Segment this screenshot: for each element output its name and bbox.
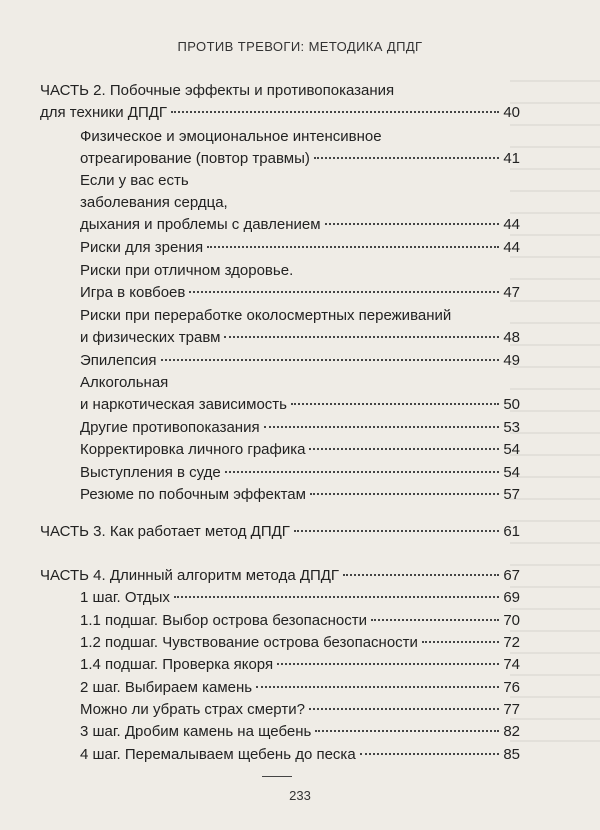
toc-entry: Выступления в суде 54 [80,464,520,481]
toc-entry: Игра в ковбоев 47 [80,284,520,301]
toc-entry: для техники ДПДГ 40 [40,104,520,121]
toc-entry: и наркотическая зависимость 50 [80,396,520,413]
toc-entry-cont: Физическое и эмоциональное интенсивное [80,128,382,145]
page-number: 233 [289,788,311,803]
toc-entry: Эпилепсия 49 [80,352,520,369]
toc-part-2-line1: ЧАСТЬ 2. Побочные эффекты и противопоказания [40,82,395,99]
toc-entry: 3 шаг. Дробим камень на щебень 82 [80,723,520,740]
toc-entry-cont: Риски при отличном здоровье. [80,262,294,279]
toc-entry: дыхания и проблемы с давлением 44 [80,216,520,233]
toc-entry-cont: заболевания сердца, [80,194,228,211]
toc-entry: 1.1 подшаг. Выбор острова безопасности 70 [80,612,520,629]
toc-part-4: ЧАСТЬ 4. Длинный алгоритм метода ДПДГ 67 [40,567,520,584]
toc-entry: 4 шаг. Перемалываем щебень до песка 85 [80,746,520,763]
toc-entry: Риски для зрения 44 [80,239,520,256]
toc-part-3: ЧАСТЬ 3. Как работает метод ДПДГ 61 [40,523,520,540]
toc-entry: и физических травм 48 [80,329,520,346]
toc-entry: Другие противопоказания 53 [80,419,520,436]
show-through-texture [510,80,600,760]
running-head: ПРОТИВ ТРЕВОГИ: МЕТОДИКА ДПДГ [177,39,423,54]
toc-entry: отреагирование (повтор травмы) 41 [80,150,520,167]
footer-rule [262,776,292,777]
toc-entry-cont: Риски при переработке околосмертных переживаний [80,307,452,324]
toc-entry: Резюме по побочным эффектам 57 [80,486,520,503]
toc-entry: Корректировка личного графика 54 [80,441,520,458]
toc-entry: 1 шаг. Отдых 69 [80,589,520,606]
toc-entry: Можно ли убрать страх смерти? 77 [80,701,520,718]
toc-entry-cont: Если у вас есть [80,172,189,189]
toc-entry: 2 шаг. Выбираем камень 76 [80,679,520,696]
toc-entry-cont: Алкогольная [80,374,169,391]
toc-entry: 1.2 подшаг. Чувствование острова безопасности 72 [80,634,520,651]
toc-entry: 1.4 подшаг. Проверка якоря 74 [80,656,520,673]
